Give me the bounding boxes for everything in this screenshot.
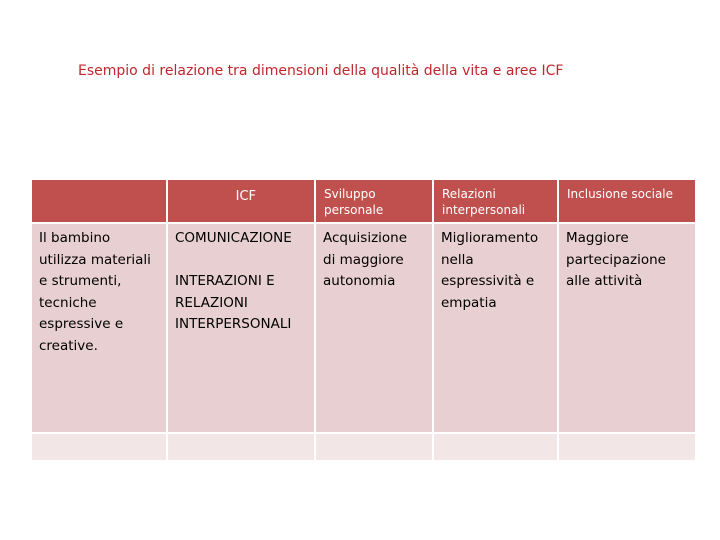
table-row [31,223,696,433]
header-cell-relazioni-interpersonali: Relazioni interpersonali [433,179,558,223]
empty-cell [315,433,433,461]
cell-icf-areas [167,223,315,433]
cell-line: INTERPERSONALI [175,316,292,332]
cell-line: COMUNICAZIONE [175,230,292,246]
cell-line: Acquisizione [323,230,408,246]
cell-sviluppo-personale [315,223,433,433]
empty-cell [433,433,558,461]
header-cell-inclusione-sociale: Inclusione sociale [558,179,696,223]
cell-line: espressività e [441,273,535,289]
cell-line: Il bambino [39,230,111,246]
cell-line: autonomia [323,273,396,289]
cell-line: INTERAZIONI E [175,273,275,289]
cell-line: Miglioramento [441,230,539,246]
cell-activity [31,223,167,433]
cell-relazioni-interpersonali [433,223,558,433]
cell-line: espressive e [39,316,124,332]
slide-title: Esempio di relazione tra dimensioni della qualità della vita e aree ICF [78,63,564,79]
cell-line: partecipazione [566,251,666,268]
header-cell-sviluppo-personale: Sviluppo personale [315,179,433,223]
cell-spacer [175,250,308,272]
cell-line: nella [441,251,474,268]
cell-line: empatia [441,294,497,311]
table-row-empty [31,433,696,461]
cell-line: utilizza materiali [39,251,151,268]
header-cell-empty [31,179,167,223]
cell-line: creative. [39,337,98,354]
cell-inclusione-sociale [558,223,696,433]
cell-line: Maggiore [566,230,629,246]
empty-cell [558,433,696,461]
table-header-row [31,179,696,223]
cell-line: e strumenti, [39,273,122,289]
cell-line: tecniche [39,294,97,311]
empty-cell [31,433,167,461]
cell-line: di maggiore [323,251,404,268]
empty-cell [167,433,315,461]
cell-line: RELAZIONI [175,294,248,311]
header-cell-icf: ICF [167,179,315,223]
cell-line: alle attività [566,273,643,289]
icf-table [30,178,697,462]
